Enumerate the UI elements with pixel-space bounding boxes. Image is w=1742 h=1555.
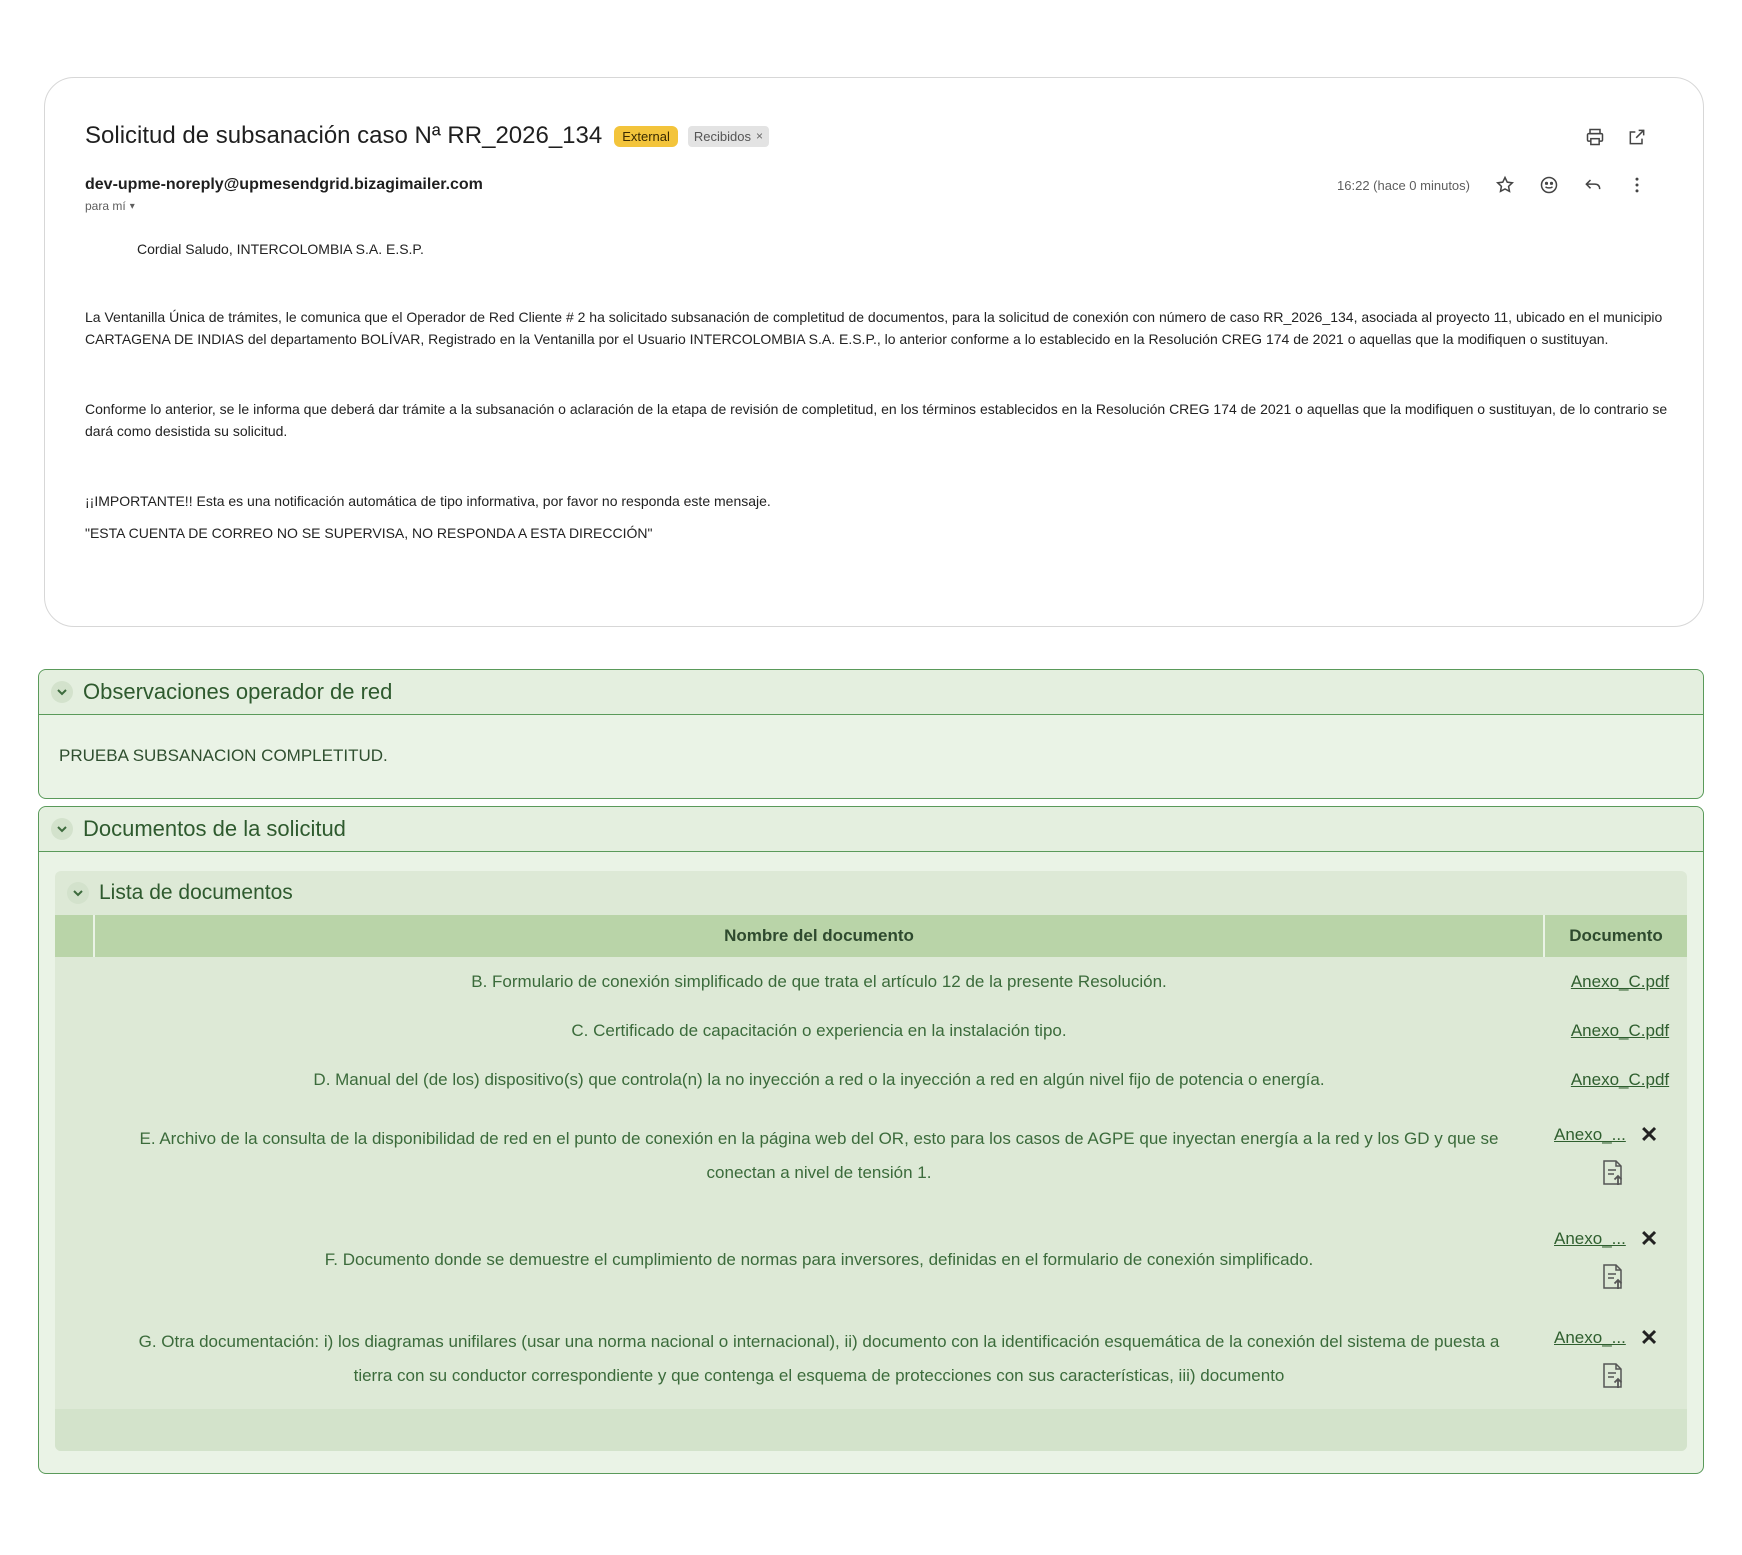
upload-file-icon[interactable] bbox=[1598, 1361, 1628, 1391]
remove-label-icon[interactable]: × bbox=[756, 129, 764, 143]
body-paragraph: La Ventanilla Única de trámites, le comunica que el Operador de Red Cliente # 2 ha solicitado subsanación de completitud de documentos, para la solicitud de conexión con número de caso RR_2026_134, asociada al proyecto 11, ubicado en el municipio CARTAGENA DE INDIAS del departamento BOLÍVAR, Registrado en la Ventanilla por el Usuario INTERCOLOMBIA S.A. E.S.P., lo anterior conforme a lo establecido en la Resolución CREG 174 de 2021 o aquellas que la modifiquen o sustituyan. bbox=[85, 309, 1663, 347]
observations-text: PRUEBA SUBSANACION COMPLETITUD. bbox=[59, 746, 388, 765]
chevron-down-icon[interactable] bbox=[51, 818, 73, 840]
document-list-header[interactable] bbox=[55, 871, 1687, 915]
file-link[interactable]: Anexo_... bbox=[1554, 1125, 1626, 1144]
table-row bbox=[55, 1055, 1687, 1104]
file-link[interactable]: Anexo_... bbox=[1554, 1328, 1626, 1347]
open-in-new-icon[interactable] bbox=[1626, 126, 1648, 148]
table-row bbox=[55, 1006, 1687, 1055]
column-header-document: Documento bbox=[1544, 915, 1687, 957]
row-selector-header bbox=[55, 915, 94, 957]
reply-icon[interactable] bbox=[1582, 174, 1604, 196]
chevron-down-icon[interactable] bbox=[51, 681, 73, 703]
documents-title: Documentos de la solicitud bbox=[83, 816, 346, 841]
caret-down-icon: ▾ bbox=[129, 200, 135, 212]
upload-file-icon[interactable] bbox=[1598, 1158, 1628, 1188]
documents-panel bbox=[38, 806, 1704, 1474]
greeting: Cordial Saludo, INTERCOLOMBIA S.A. E.S.P. bbox=[137, 241, 424, 257]
message-actions bbox=[1337, 174, 1648, 196]
external-label: External bbox=[614, 126, 678, 147]
file-link[interactable]: Anexo_... bbox=[1554, 1229, 1626, 1248]
file-link[interactable]: Anexo_C.pdf bbox=[1570, 1069, 1670, 1089]
body-paragraph: Conforme lo anterior, se le informa que deberá dar trámite a la subsanación o aclaración de la etapa de revisión de completitud, en los términos establecidos en la Resolución CREG 174 de 2021 o aquellas que la modifiquen o sustituyan, de lo contrario se dará como desistida su solicitud. bbox=[85, 401, 1668, 439]
remove-file-icon[interactable]: ✕ bbox=[1639, 1325, 1659, 1350]
observations-header[interactable] bbox=[39, 670, 1703, 715]
document-name: B. Formulario de conexión simplificado de que trata el artículo 12 de la presente Resolución. bbox=[471, 971, 1167, 991]
document-list-panel bbox=[55, 871, 1687, 1451]
table-row bbox=[55, 957, 1687, 1006]
table-row bbox=[55, 1208, 1687, 1312]
documents-header[interactable] bbox=[39, 807, 1703, 852]
table-header-row bbox=[55, 915, 1687, 957]
no-reply-warning: "ESTA CUENTA DE CORREO NO SE SUPERVISA, NO RESPONDA A ESTA DIRECCIÓN" bbox=[85, 525, 653, 541]
email-subject: Solicitud de subsanación caso Nª RR_2026_134 bbox=[85, 122, 603, 149]
recipient-label: para mí bbox=[85, 199, 126, 213]
top-actions bbox=[1584, 126, 1648, 148]
file-link[interactable]: Anexo_C.pdf bbox=[1570, 971, 1670, 991]
observations-panel bbox=[38, 669, 1704, 799]
documents-table bbox=[55, 915, 1687, 1406]
remove-file-icon[interactable]: ✕ bbox=[1639, 1122, 1659, 1147]
document-list-title: Lista de documentos bbox=[99, 881, 293, 904]
column-header-name: Nombre del documento bbox=[94, 915, 1544, 957]
table-row bbox=[55, 1312, 1687, 1406]
inbox-label[interactable] bbox=[688, 126, 769, 147]
file-link[interactable]: Anexo_C.pdf bbox=[1570, 1020, 1670, 1040]
important-notice: ¡¡IMPORTANTE!! Esta es una notificación automática de tipo informativa, por favor no responda este mensaje. bbox=[85, 493, 771, 509]
observations-title: Observaciones operador de red bbox=[83, 679, 393, 704]
more-vert-icon[interactable] bbox=[1626, 174, 1648, 196]
document-name: D. Manual del (de los) dispositivo(s) que controla(n) la no inyección a red o la inyección a red en algún nivel fijo de potencia o energía. bbox=[313, 1069, 1325, 1089]
print-icon[interactable] bbox=[1584, 126, 1606, 148]
inbox-label-text: Recibidos bbox=[693, 128, 752, 144]
emoji-icon[interactable] bbox=[1538, 174, 1560, 196]
table-footer bbox=[55, 1409, 1687, 1451]
email-card bbox=[44, 77, 1704, 627]
document-name: F. Documento donde se demuestre el cumplimiento de normas para inversores, definidas en el formulario de conexión simplificado. bbox=[324, 1250, 1314, 1269]
recipient-toggle[interactable] bbox=[85, 199, 135, 213]
document-name: E. Archivo de la consulta de la disponibilidad de red en el punto de conexión en la página web del OR, esto para los casos de AGPE que inyectan energía a la red y los GD y que se conectan a nivel de tensión 1. bbox=[139, 1129, 1499, 1182]
document-name: G. Otra documentación: i) los diagramas unifilares (usar una norma nacional o internacional), ii) documento con la identificación esquemática de la conexión del sistema de puesta a tierra con su conductor correspondiente y que contenga el esquema de protecciones con sus características, iii) documento bbox=[138, 1332, 1500, 1385]
remove-file-icon[interactable]: ✕ bbox=[1639, 1226, 1659, 1251]
chevron-down-icon[interactable] bbox=[67, 882, 89, 904]
email-body bbox=[85, 238, 1670, 544]
sender-email: dev-upme-noreply@upmesendgrid.bizagimailer.com bbox=[85, 176, 483, 193]
table-row bbox=[55, 1104, 1687, 1208]
upload-file-icon[interactable] bbox=[1598, 1262, 1628, 1292]
document-name: C. Certificado de capacitación o experiencia en la instalación tipo. bbox=[571, 1020, 1067, 1040]
timestamp: 16:22 (hace 0 minutos) bbox=[1337, 177, 1470, 193]
subject-row bbox=[85, 122, 769, 150]
star-icon[interactable] bbox=[1494, 174, 1516, 196]
